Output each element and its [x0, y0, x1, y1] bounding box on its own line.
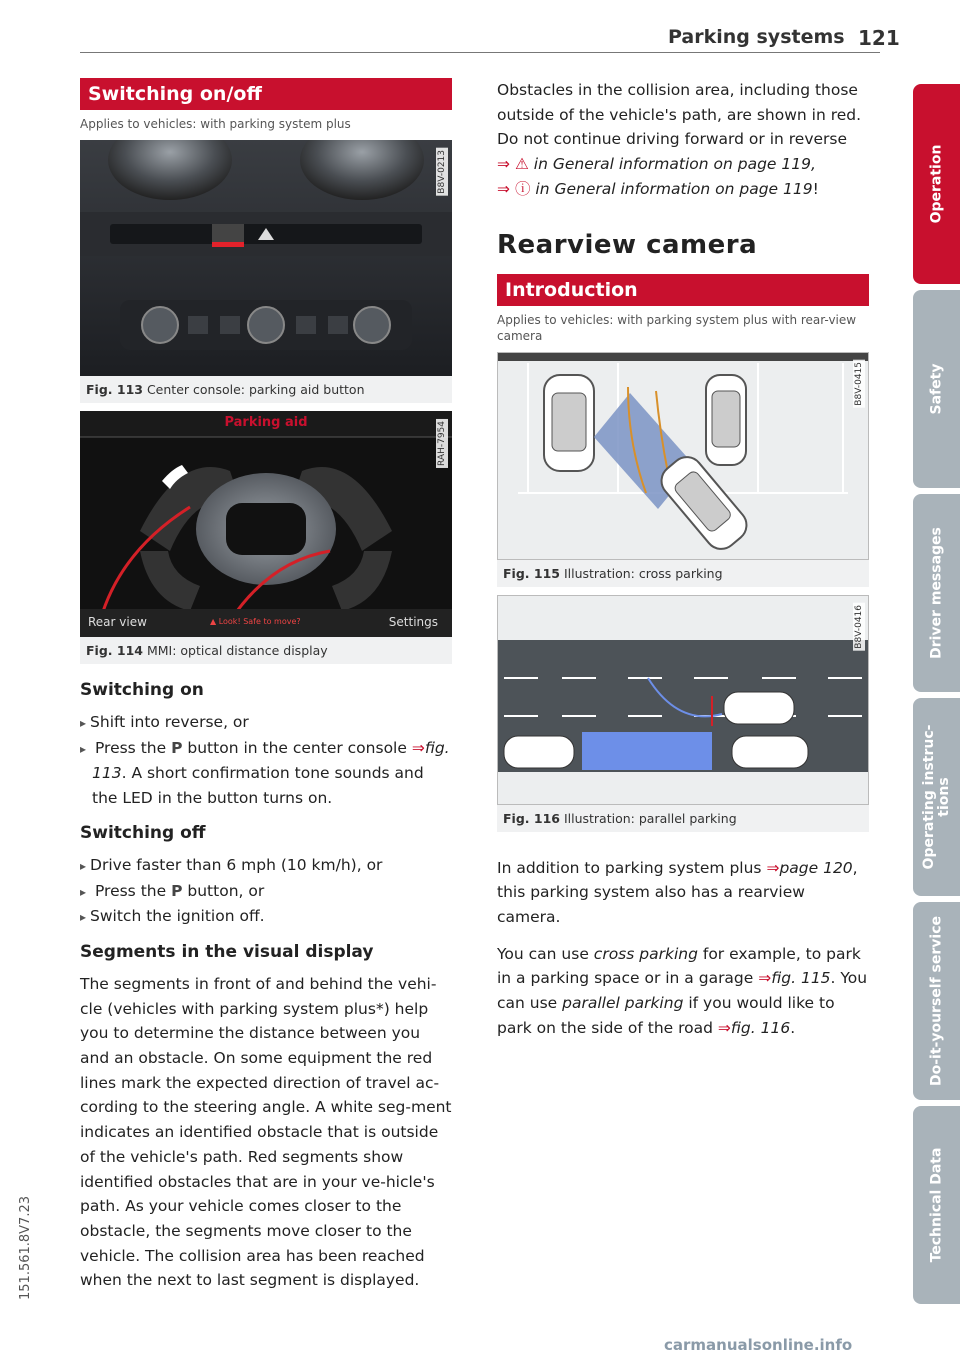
- right-column: [497, 78, 869, 1040]
- document-code: 151.561.8V7.23: [18, 1196, 33, 1300]
- list-item: ▸ Drive faster than 6 mph (10 km/h), or: [80, 853, 452, 879]
- ref-link-fig113[interactable]: fig. 113: [92, 738, 450, 783]
- mmi-distance-display: [80, 411, 452, 637]
- switching-off-heading: Switching off: [80, 822, 206, 843]
- center-console-image: [80, 140, 452, 376]
- obstacles-paragraph: Obstacles in the collision area, including those outside of the vehicle's path, are shown in red. Do not continue driving forward or in reverse ⇒ ⚠ in General information on page 119, ⇒ ⓘ in General information on page 119!: [497, 81, 862, 198]
- page-number: 121: [858, 26, 900, 50]
- usage-paragraph: You can use cross parking for example, to park in a parking space or in a garage ⇒fig. 115. You can use parallel parking if you would like to park on the side of the road ⇒fig. 116.: [497, 944, 868, 1037]
- parking-aid-button-icon: P: [171, 738, 183, 757]
- caution-icon: ⓘ: [514, 179, 531, 198]
- tab-technical-data[interactable]: Technical Data: [913, 1106, 960, 1304]
- ref-arrow-icon: ⇒: [766, 858, 780, 877]
- list-item: ▸ Press the P button, or: [80, 879, 452, 905]
- figure-114: [80, 411, 452, 664]
- parallel-parking-illustration: [497, 595, 869, 805]
- rearview-camera-heading: Rearview camera: [497, 229, 758, 260]
- intro-paragraph: In addition to parking system plus ⇒page 120, this parking system also has a rearview camera.: [497, 858, 858, 926]
- section-banner: Switching on/off: [80, 78, 452, 110]
- ref-arrow-icon: ⇒: [758, 969, 772, 988]
- mmi-settings-label[interactable]: Settings: [388, 615, 438, 629]
- ref-arrow-icon: ⇒: [411, 738, 425, 757]
- figure-caption: Fig. 115 Illustration: cross parking: [503, 565, 723, 581]
- figure-115: [497, 352, 869, 587]
- mmi-screen-title: Parking aid: [224, 415, 308, 430]
- switching-on-heading: Switching on: [80, 680, 204, 700]
- figure-caption: Fig. 114 MMI: optical distance display: [86, 643, 328, 658]
- tab-operation[interactable]: Operation: [913, 84, 960, 284]
- mmi-warning-text: ▲ Look! Safe to move?: [210, 617, 301, 626]
- ref-link-note[interactable]: in General information on page 119: [535, 179, 813, 198]
- list-item: ▸ Shift into reverse, or: [80, 710, 452, 736]
- tab-safety[interactable]: Safety: [913, 290, 960, 488]
- header-rule: [80, 52, 880, 53]
- applies-note: Applies to vehicles: with parking system plus with rear-view camera: [497, 312, 857, 343]
- tab-operating-instructions[interactable]: Operating instruc- tions: [913, 698, 960, 896]
- ref-link-page120[interactable]: page 120: [779, 858, 853, 877]
- ref-arrow-icon: ⇒: [497, 179, 510, 198]
- ref-arrow-icon: ⇒: [497, 155, 510, 174]
- figure-116: [497, 595, 869, 832]
- ref-link-fig116[interactable]: fig. 116: [730, 1018, 791, 1037]
- figure-caption: Fig. 116 Illustration: parallel parking: [503, 810, 737, 826]
- segments-heading: Segments in the visual display: [80, 941, 374, 962]
- section-banner: Introduction: [497, 274, 869, 306]
- tab-do-it-yourself[interactable]: Do-it-yourself service: [913, 902, 960, 1100]
- header-section-title: Parking systems: [668, 26, 845, 48]
- watermark-site: carmanualsonline.info: [664, 1336, 853, 1354]
- mmi-rear-view-label[interactable]: Rear view: [88, 615, 147, 629]
- parking-aid-button-icon: P: [171, 881, 183, 900]
- warning-icon: ⚠: [514, 155, 529, 174]
- applies-note: Applies to vehicles: with parking system plus: [80, 117, 351, 131]
- figure-code: B8V-0213: [437, 150, 447, 194]
- left-column: [80, 78, 452, 1293]
- figure-code: B8V-0415: [854, 361, 864, 406]
- segments-paragraph: The segments in front of and behind the vehi-cle (vehicles with parking system plus*) help you to determine the distance between you and an obstacle. On some equipment the red lines mark the expected direction of travel ac-cording to the steering angle. A white seg-ment indicates an identified obstacle that is outside of the vehicle's path. Red segments show identified obstacles that are in your ve-hicle's path. As your vehicle comes closer to the obstacle, the segments move closer to the vehicle. The collision area has been reached when the next to last segment is displayed.: [80, 974, 452, 1290]
- ref-arrow-icon: ⇒: [717, 1018, 731, 1037]
- list-item: ▸ Press the P button in the center console ⇒fig. 113. A short confirmation tone sounds and the LED in the button turns on.: [80, 736, 452, 811]
- warning-icon: ▲: [210, 617, 217, 626]
- cross-parking-illustration: [497, 352, 869, 560]
- figure-caption: Fig. 113 Center console: parking aid button: [86, 382, 365, 397]
- list-item: ▸ Switch the ignition off.: [80, 904, 452, 930]
- figure-code: B8V-0416: [854, 604, 864, 649]
- ref-link-fig115[interactable]: fig. 115: [771, 969, 831, 988]
- tab-driver-messages[interactable]: Driver messages: [913, 494, 960, 692]
- figure-113: [80, 140, 452, 403]
- figure-code: RAH-7954: [437, 421, 447, 466]
- ref-link-warning[interactable]: in General information on page 119,: [533, 155, 816, 174]
